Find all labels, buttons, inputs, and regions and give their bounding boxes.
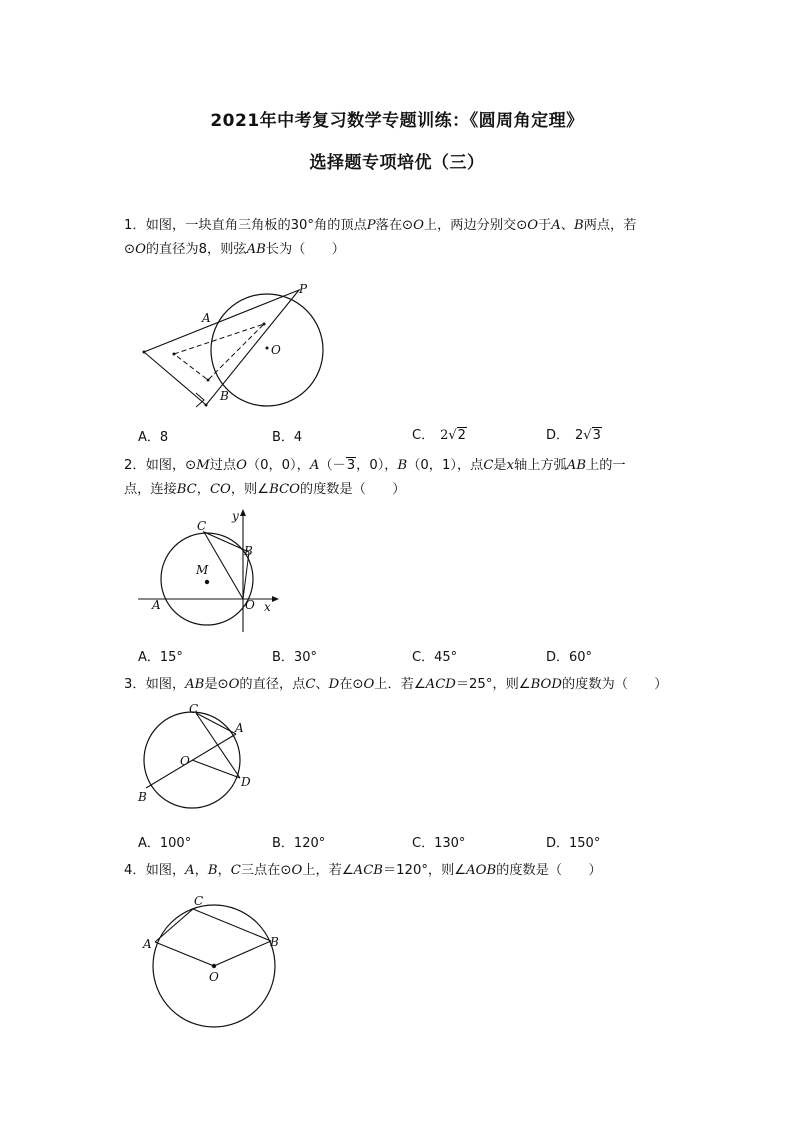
center-o-dot: [212, 964, 216, 968]
triangle-ruler-inner: [174, 324, 264, 380]
label-o: O: [180, 754, 190, 768]
label-b: B: [138, 790, 147, 804]
question-4-figure: [138, 890, 288, 1030]
label-c: C: [197, 519, 207, 533]
q1-option-a: A．8: [138, 430, 169, 445]
q3-option-c: C．130°: [412, 836, 466, 851]
q1-option-d: D． 2√3: [546, 428, 601, 443]
q2-option-d: D．60°: [546, 650, 593, 665]
label-c: C: [194, 894, 204, 908]
chord-cd: [196, 713, 240, 778]
q1-option-c: C． 2√2: [412, 428, 466, 443]
label-o: O: [271, 343, 281, 357]
q2-option-a: A．15°: [138, 650, 183, 665]
question-2-figure: [134, 508, 284, 634]
question-1-figure: [130, 280, 330, 410]
label-b: B: [270, 935, 279, 949]
q2-option-b: B．30°: [272, 650, 317, 665]
label-b: B: [244, 544, 253, 558]
question-3-figure: [134, 700, 264, 810]
center-m-dot: [205, 580, 209, 584]
q3-option-b: B．120°: [272, 836, 326, 851]
chords-ca-cb: [155, 909, 271, 942]
chords-bc-co: [204, 532, 249, 599]
q3-option-d: D．150°: [546, 836, 601, 851]
q2-option-c: C．45°: [412, 650, 458, 665]
label-d: D: [241, 775, 251, 789]
question-4-text: 4．如图，A，B，C三点在⊙O上，若∠ACB＝120°，则∠AOB的度数是（ ）: [124, 863, 602, 878]
label-m: M: [196, 563, 209, 577]
label-b: B: [220, 389, 229, 403]
label-p: P: [299, 282, 308, 296]
circle-m: [161, 533, 253, 625]
label-a: A: [235, 721, 244, 735]
label-y: y: [232, 509, 239, 523]
page-title: 2021年中考复习数学专题训练：《圆周角定理》: [210, 111, 584, 131]
question-1-text: 1．如图，一块直角三角板的30°角的顶点P落在⊙O上，两边分别交⊙O于A、B两点，若 ⊙O的直径为8，则弦AB长为（ ）: [124, 218, 637, 257]
label-a: A: [152, 598, 161, 612]
label-o: O: [245, 598, 255, 612]
page-subtitle: 选择题专项培优（三）: [309, 153, 485, 173]
radius-od: [192, 760, 240, 778]
label-a: A: [202, 311, 211, 325]
label-x: x: [264, 600, 271, 614]
label-c: C: [189, 702, 199, 716]
chord-bo: [243, 552, 249, 599]
center-o-dot: [266, 347, 269, 350]
radii-oa-ob: [155, 941, 271, 966]
q3-option-a: A．100°: [138, 836, 192, 851]
q1-option-b: B．4: [272, 430, 303, 445]
question-3-text: 3．如图，AB是⊙O的直径，点C、D在⊙O上．若∠ACD＝25°，则∠BOD的度数为（ ）: [124, 677, 668, 692]
diameter-ab: [146, 734, 236, 788]
question-2-text: 2．如图，⊙M过点O（0，0），A（－3，0），B（0，1），点C是x轴上方弧AB上的一 点，连接BC，CO，则∠BCO的度数是（ ）: [124, 458, 626, 497]
chord-ca: [196, 713, 236, 734]
label-o: O: [209, 970, 219, 984]
label-a: A: [143, 937, 152, 951]
